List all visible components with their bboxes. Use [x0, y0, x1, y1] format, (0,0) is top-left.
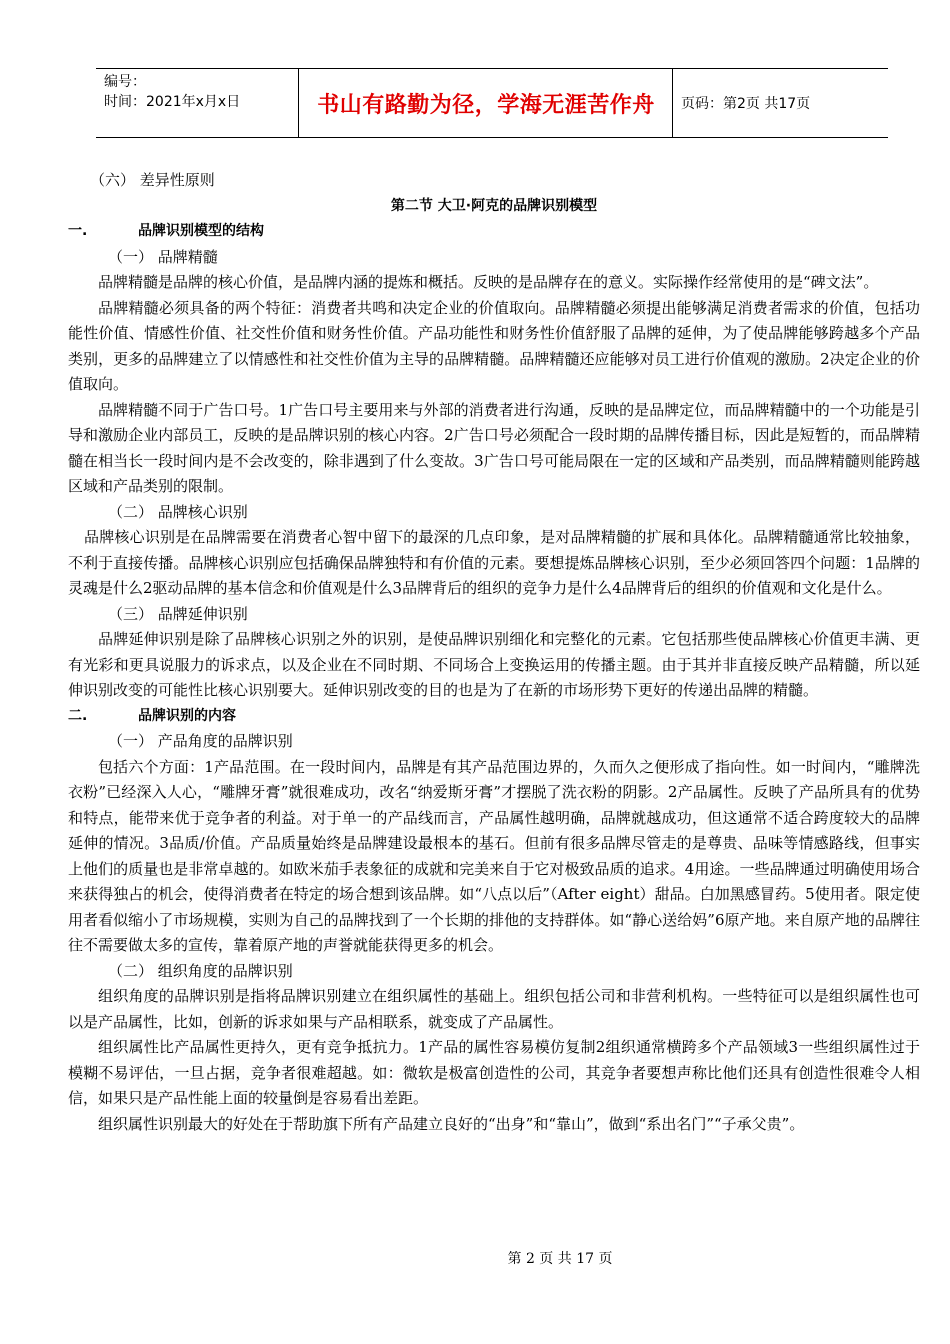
- paragraph: 组织属性比产品属性更持久，更有竞争抵抗力。1产品的属性容易模仿复制2组织通常横跨多个产品领域3一些组织属性过于模糊不易评估，一旦占据，竞争者很难超越。如：微软是极富创造性的公司，其竞争者要想声称比他们还具有创造性很难令人相信，如果只是产品性能上面的较量倒是容易看出差距。: [68, 1038, 920, 1107]
- subheading-product-identity: （一） 产品角度的品牌识别: [108, 732, 293, 750]
- heading-two: [68, 704, 920, 730]
- page-header: [96, 68, 888, 138]
- subheading-organization-identity: （二） 组织角度的品牌识别: [108, 961, 293, 980]
- page-footer: 第 2 页 共 17 页: [507, 1251, 613, 1267]
- heading-one-number: 一.: [68, 223, 88, 239]
- document-body: [68, 168, 920, 1137]
- paragraph: 品牌精髓是品牌的核心价值，是品牌内涵的提炼和概括。反映的是品牌存在的意义。实际操作经常使用的是“碑文法”。: [98, 273, 879, 291]
- heading-two-number: 二.: [68, 707, 88, 724]
- paragraph: 组织角度的品牌识别是指将品牌识别建立在组织属性的基础上。组织包括公司和非营利机构。一些特征可以是组织属性也可以是产品属性，比如，创新的诉求如果与产品相联系，就变成了产品属性。: [68, 987, 920, 1031]
- paragraph: 品牌延伸识别是除了品牌核心识别之外的识别，是使品牌识别细化和完整化的元素。它包括那些使品牌核心价值更丰满、更有光彩和更具说服力的诉求点，以及企业在不同时期、不同场合上变换运用的传播主题。由于其并非直接反映产品精髓，所以延伸识别改变的可能性比核心识别要大。延伸识别改变的目的也是为了在新的市场形势下更好的传递出品牌的精髓。: [68, 630, 920, 699]
- subheading-essence: （一） 品牌精髓: [108, 247, 218, 266]
- subheading-core-identity: （二） 品牌核心识别: [108, 502, 248, 521]
- paragraph: 组织属性识别最大的好处在于帮助旗下所有产品建立良好的“出身”和“靠山”，做到“系出名门”“子承父贵”。: [98, 1114, 805, 1133]
- section-title: 第二节 大卫·阿克的品牌识别模型: [390, 197, 598, 214]
- heading-one-text: 品牌识别模型的结构: [138, 223, 264, 239]
- time-label: 时间：2021年x月x日: [104, 94, 241, 110]
- header-page-label: 页码：第2页 共17页: [681, 96, 811, 112]
- paragraph: 包括六个方面：1产品范围。在一段时间内，品牌是有其产品范围边界的，久而久之便形成了指向性。如一时间内，“雕牌洗衣粉”已经深入人心，“雕牌牙膏”就很难成功，改名“纳爱斯牙膏”才摆脱了洗衣粉的阴影。2产品属性。反映了产品所具有的优势和特点，能带来优于竞争者的利益。对于单一的产品线而言，产品属性越明确，品牌就越成功，但这通常不适合跨度较大的品牌延伸的情况。3品质/价值。产品质量始终是品牌建设最根本的基石。但前有很多品牌尽管走的是尊贵、品味等情感路线，但事实上他们的质量也是非常卓越的。如欧米茄手表象征的成就和完美来自于它对极致品质的追求。4用途。一些品牌通过明确使用场合来获得独占的机会，使得消费者在特定的场合想到该品牌。如“八点以后”（After eight）甜品。白加黑感冒药。5使用者。限定使用者看似缩小了市场规模，实则为自己的品牌找到了一个长期的排他的支持群体。如“静心送给妈”6原产地。来自原产地的品牌往往不需要做太多的宣传，靠着原产地的声誉就能获得更多的机会。: [68, 757, 920, 954]
- section-item-six: （六） 差异性原则: [90, 171, 215, 189]
- paragraph: 品牌精髓必须具备的两个特征：消费者共鸣和决定企业的价值取向。品牌精髓必须提出能够满足消费者需求的价值，包括功能性价值、情感性价值、社交性价值和财务性价值。产品功能性和财务性价值舒服了品牌的延伸，为了使品牌能够跨越多个产品类别，更多的品牌建立了以情感性和社交性价值为主导的品牌精髓。品牌精髓还应能够对员工进行价值观的激励。2决定企业的价值取向。: [68, 298, 920, 393]
- paragraph: 品牌核心识别是在品牌需要在消费者心智中留下的最深的几点印象，是对品牌精髓的扩展和具体化。品牌精髓通常比较抽象，不利于直接传播。品牌核心识别应包括确保品牌独特和有价值的元素。要想提炼品牌核心识别，至少必须回答四个问题：1品牌的灵魂是什么2驱动品牌的基本信念和价值观是什么3品牌背后的组织的竞争力是什么4品牌背后的组织的价值观和文化是什么。: [68, 528, 920, 597]
- paragraph: 品牌精髓不同于广告口号。1广告口号主要用来与外部的消费者进行沟通，反映的是品牌定位，而品牌精髓中的一个功能是引导和激励企业内部员工，反映的是品牌识别的核心内容。2广告口号必须配合一段时期的品牌传播目标，因此是短暂的，而品牌精髓在相当长一段时间内是不会改变的，除非遇到了什么变故。3广告口号可能局限在一定的区域和产品类别，而品牌精髓则能跨越区域和产品类别的限制。: [68, 400, 920, 495]
- header-meta: [96, 69, 299, 137]
- heading-one: [68, 219, 920, 245]
- subheading-extended-identity: （三） 品牌延伸识别: [108, 604, 248, 623]
- header-motto: 书山有路勤为径，学海无涯苦作舟: [300, 69, 673, 137]
- number-label: 编号：: [104, 74, 146, 90]
- heading-two-text: 品牌识别的内容: [138, 707, 236, 724]
